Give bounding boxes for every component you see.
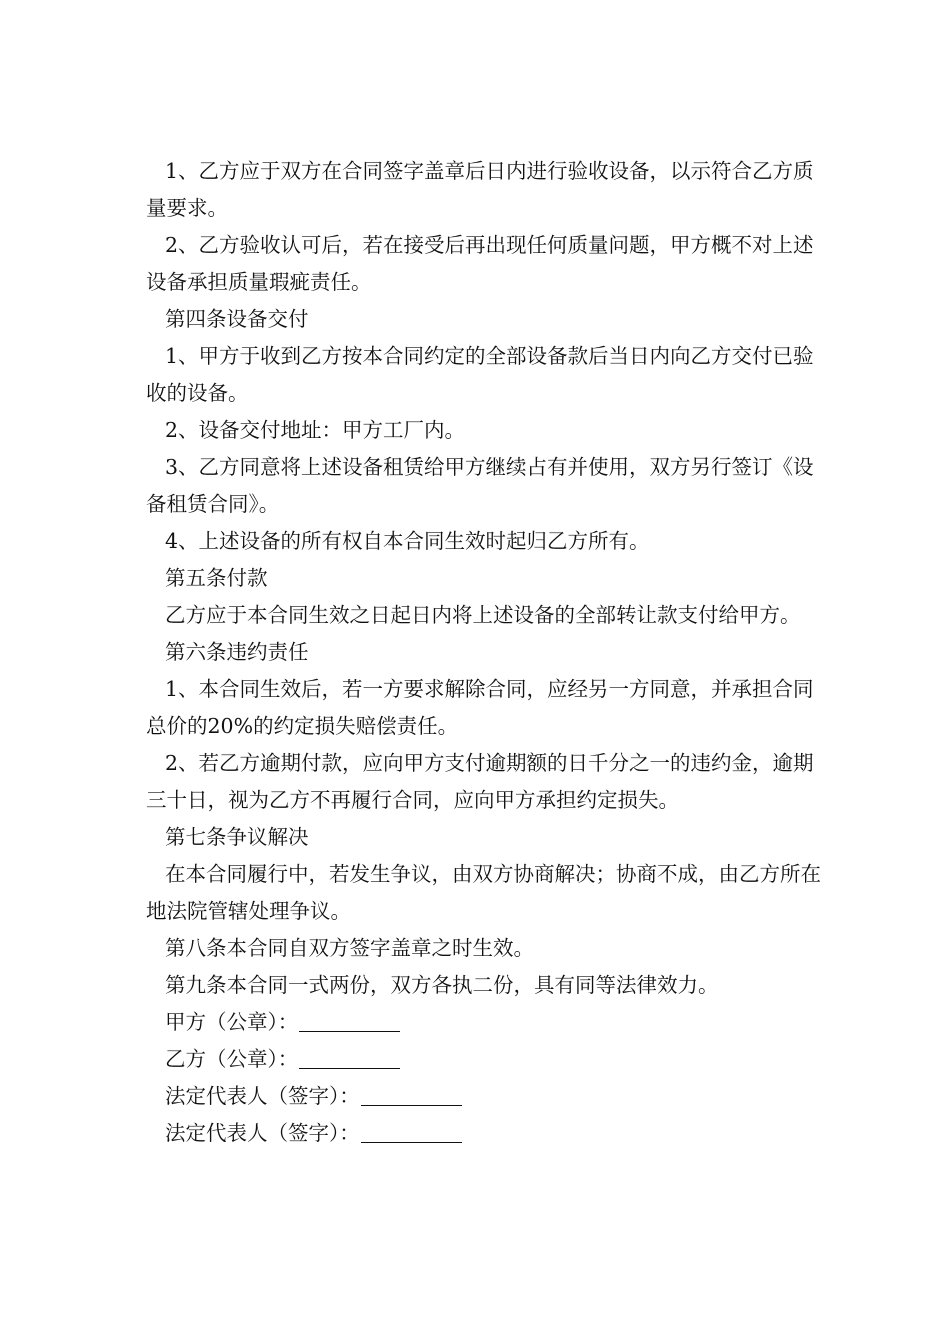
clause-inspection-1: 1、乙方应于双方在合同签字盖章后日内进行验收设备，以示符合乙方质量要求。 xyxy=(146,159,814,220)
article-5-heading: 第五条付款 xyxy=(165,566,268,590)
signature-label: 法定代表人（签字）： xyxy=(165,1084,360,1108)
article-7-heading: 第七条争议解决 xyxy=(165,825,309,849)
clause-breach-1: 1、本合同生效后，若一方要求解除合同，应经另一方同意，并承担合同总价的20%的约定损失赔偿责任。 xyxy=(146,677,814,738)
clause-delivery-4: 4、上述设备的所有权自本合同生效时起归乙方所有。 xyxy=(165,529,650,553)
signature-party-a xyxy=(146,1004,826,1041)
signature-party-b xyxy=(146,1041,826,1078)
signature-legal-rep-a xyxy=(146,1078,826,1115)
signature-blank[interactable] xyxy=(299,1046,400,1069)
signature-blank[interactable] xyxy=(299,1009,400,1032)
signature-blank[interactable] xyxy=(361,1083,462,1106)
contract-body xyxy=(146,153,826,1152)
signature-label: 乙方（公章）： xyxy=(165,1047,299,1071)
article-6-heading: 第六条违约责任 xyxy=(165,640,309,664)
clause-payment: 乙方应于本合同生效之日起日内将上述设备的全部转让款支付给甲方。 xyxy=(165,603,801,627)
article-8: 第八条本合同自双方签字盖章之时生效。 xyxy=(165,936,534,960)
clause-delivery-1: 1、甲方于收到乙方按本合同约定的全部设备款后当日内向乙方交付已验收的设备。 xyxy=(146,344,814,405)
article-9: 第九条本合同一式两份，双方各执二份，具有同等法律效力。 xyxy=(165,973,719,997)
signature-blank[interactable] xyxy=(361,1120,462,1143)
clause-delivery-2: 2、设备交付地址：甲方工厂内。 xyxy=(165,418,466,442)
clause-inspection-2: 2、乙方验收认可后，若在接受后再出现任何质量问题，甲方概不对上述设备承担质量瑕疵责任。 xyxy=(146,233,814,294)
clause-breach-2: 2、若乙方逾期付款，应向甲方支付逾期额的日千分之一的违约金，逾期三十日，视为乙方不再履行合同，应向甲方承担约定损失。 xyxy=(146,751,814,812)
signature-label: 甲方（公章）： xyxy=(165,1010,299,1034)
clause-delivery-3: 3、乙方同意将上述设备租赁给甲方继续占有并使用，双方另行签订《设备租赁合同》。 xyxy=(146,455,814,516)
article-4-heading: 第四条设备交付 xyxy=(165,307,309,331)
signature-legal-rep-b xyxy=(146,1115,826,1152)
signature-label: 法定代表人（签字）： xyxy=(165,1121,360,1145)
clause-dispute: 在本合同履行中，若发生争议，由双方协商解决；协商不成，由乙方所在地法院管辖处理争议。 xyxy=(146,862,821,923)
